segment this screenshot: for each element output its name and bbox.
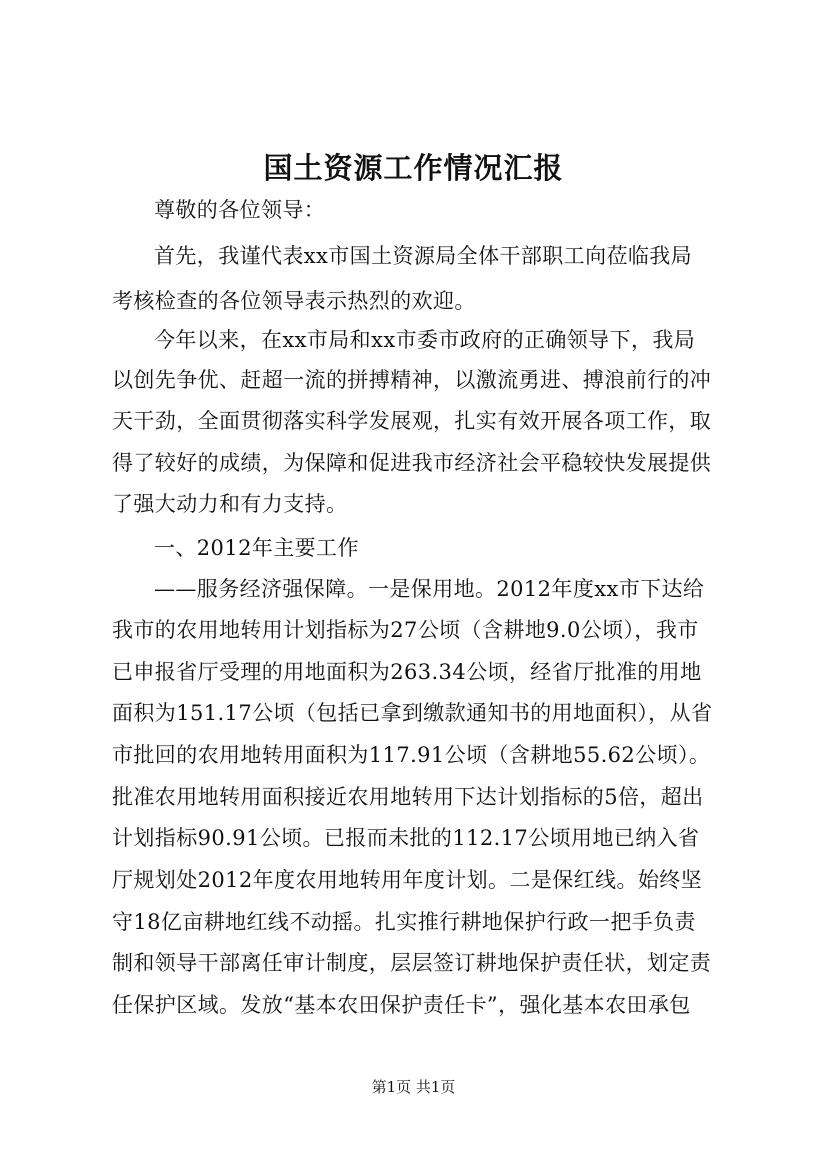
salutation: 尊敬的各位领导： xyxy=(154,198,326,222)
paragraph-line: 了强大动力和有力支持。 xyxy=(112,492,348,516)
paragraph-line: 制和领导干部离任审计制度，层层签订耕地保护责任状，划定责 xyxy=(112,951,712,975)
paragraph-line: 计划指标90.91公顷。已报而未批的112.17公顷用地已纳入省 xyxy=(112,826,700,850)
paragraph-line: 任保护区域。发放“基本农田保护责任卡”，强化基本农田承包 xyxy=(112,993,691,1017)
paragraph-line: 厅规划处2012年度农用地转用年度计划。二是保红线。始终坚 xyxy=(112,868,703,892)
paragraph-line: ——服务经济强保障。一是保用地。2012年度xx市下达给 xyxy=(154,577,705,601)
paragraph-line: 首先，我谨代表xx市国土资源局全体干部职工向莅临我局 xyxy=(154,244,693,268)
page-number: 第1页 共1页 xyxy=(371,1078,456,1096)
paragraph-line: 我市的农用地转用计划指标为27公顷（含耕地9.0公顷），我市 xyxy=(112,618,699,642)
paragraph-line: 得了较好的成绩，为保障和促进我市经济社会平稳较快发展提供 xyxy=(112,451,712,475)
paragraph-line: 面积为151.17公顷（包括已拿到缴款通知书的用地面积），从省 xyxy=(112,701,713,725)
paragraph-line: 今年以来，在xx市局和xx市委市政府的正确领导下，我局 xyxy=(154,328,696,352)
paragraph-line: 已申报省厅受理的用地面积为263.34公顷，经省厅批准的用地 xyxy=(112,660,702,684)
paragraph-line: 批准农用地转用面积接近农用地转用下达计划指标的5倍，超出 xyxy=(112,785,704,809)
paragraph-line: 守18亿亩耕地红线不动摇。扎实推行耕地保护行政一把手负责 xyxy=(112,910,696,934)
paragraph-line: 天干劲，全面贯彻落实科学发展观，扎实有效开展各项工作，取 xyxy=(112,409,712,433)
paragraph-line: 考核检查的各位领导表示热烈的欢迎。 xyxy=(112,289,476,313)
document-title: 国土资源工作情况汇报 xyxy=(263,151,564,185)
section-heading: 一、2012年主要工作 xyxy=(154,536,359,560)
paragraph-line: 以创先争优、赶超一流的拼搏精神，以激流勇进、搏浪前行的冲 xyxy=(112,368,712,392)
paragraph-line: 市批回的农用地转用面积为117.91公顷（含耕地55.62公顷）。 xyxy=(112,743,711,767)
